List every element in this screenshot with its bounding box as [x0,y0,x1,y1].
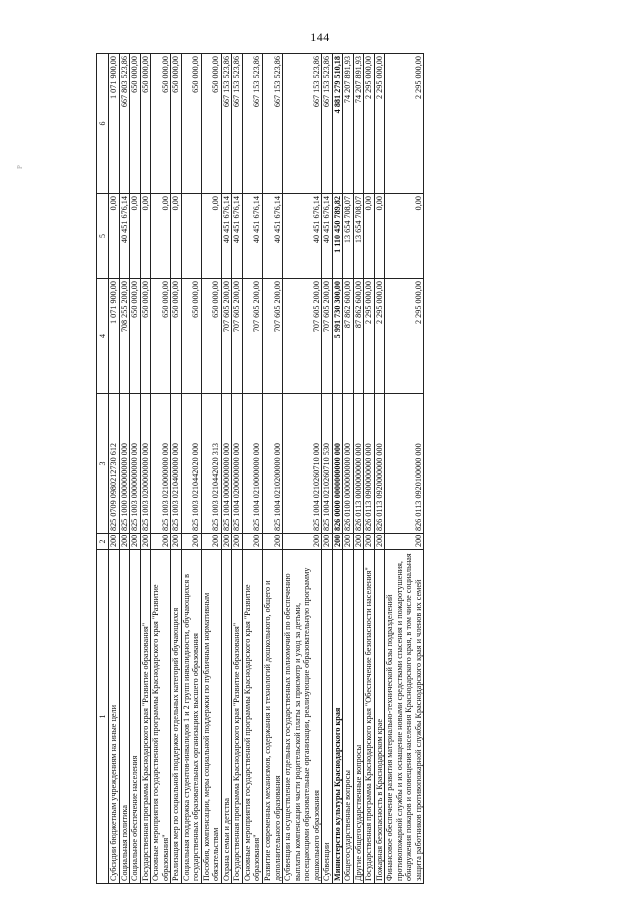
row-name-cell: Социальная поддержка студентов-инвалидов 1 и 2 групп инвалидности, обучающихся в государственных образовательных организациях высшего образования [181,550,201,884]
stray-mark: P [15,165,24,169]
row-line-code-cell: 200 [242,534,262,550]
row-unexecuted-cell: 667 153 523,86 [283,54,322,194]
row-approved-cell: 5 991 730 300,00 [332,279,343,394]
row-budget-code-cell: 826 0113 0000000000 000 [353,394,364,534]
row-unexecuted-cell: 74 207 891,93 [353,54,364,194]
row-line-code-cell: 200 [263,534,283,550]
row-budget-code-cell: 825 1004 0210200000 000 [263,394,283,534]
row-line-code-cell: 200 [119,534,130,550]
row-executed-cell: 0,00 [151,194,171,279]
row-unexecuted-cell: 2 295 000,00 [385,54,424,194]
row-line-code-cell: 200 [181,534,201,550]
header-col-5: 5 [97,194,109,279]
row-name-cell: Субсидии бюджетным учреждениям на иные цели [109,550,120,884]
row-executed-cell: 13 654 708,07 [353,194,364,279]
row-name-cell: Государственная программа Краснодарского края "Обеспечение безопасности населения" [364,550,375,884]
header-col-4: 4 [97,279,109,394]
row-executed-cell: 1 110 450 789,82 [332,194,343,279]
row-line-code-cell: 200 [374,534,385,550]
row-name-cell: Государственная программа Краснодарского края "Развитие образования" [232,550,243,884]
row-approved-cell: 87 862 600,00 [353,279,364,394]
row-line-code-cell: 200 [385,534,424,550]
row-approved-cell: 707 605 200,00 [263,279,283,394]
row-unexecuted-cell: 1 071 900,00 [109,54,120,194]
row-line-code-cell: 200 [130,534,141,550]
row-name-cell: Социальная политика [119,550,130,884]
row-executed-cell: 0,00 [140,194,151,279]
row-approved-cell: 650 000,00 [181,279,201,394]
row-line-code-cell: 200 [151,534,171,550]
row-budget-code-cell: 826 0113 0920100000 000 [385,394,424,534]
row-budget-code-cell: 825 1004 0200000000 000 [232,394,243,534]
table-row [140,54,151,884]
row-executed-cell: 40 451 676,14 [119,194,130,279]
row-name-cell: Финансовое обеспечение развития материально-технической базы подразделений противопожарной службы и их оснащение новыми средствами спасения и пожаротушения, обнаружения пожаров и оповещения населения Краснодарского края, в том числе социальная защита работников противопожарной службы Краснодарского края и членов их семей [385,550,424,884]
header-col-1: 1 [97,550,109,884]
row-unexecuted-cell: 650 000,00 [171,54,182,194]
row-budget-code-cell: 825 1003 0210000000 000 [151,394,171,534]
row-budget-code-cell: 826 0100 0000000000 000 [343,394,354,534]
table-row [353,54,364,884]
row-approved-cell: 650 000,00 [171,279,182,394]
row-executed-cell: 40 451 676,14 [263,194,283,279]
row-name-cell: Другие общегосударственные вопросы [353,550,364,884]
table-header-row [97,54,109,884]
row-executed-cell: 0,00 [109,194,120,279]
row-name-cell: Пособия, компенсации, меры социальной поддержки по публичным нормативным обязательствам [201,550,221,884]
row-budget-code-cell: 825 1004 0210260710 000 [283,394,322,534]
row-name-cell: Общегосударственные вопросы [343,550,354,884]
row-approved-cell: 650 000,00 [130,279,141,394]
row-approved-cell: 707 605 200,00 [283,279,322,394]
row-unexecuted-cell: 667 153 523,86 [221,54,232,194]
table-row [201,54,221,884]
table-row [109,54,120,884]
table-row [130,54,141,884]
row-name-cell: Пожарная безопасность в Краснодарском крае [374,550,385,884]
table-row [385,54,424,884]
row-unexecuted-cell: 650 000,00 [140,54,151,194]
row-line-code-cell: 200 [171,534,182,550]
row-approved-cell: 2 295 000,00 [385,279,424,394]
row-name-cell: Развитие современных механизмов, содержания и технологий дошкольного, общего и дополнительного образования [263,550,283,884]
row-budget-code-cell: 825 1003 0210442020 000 [181,394,201,534]
row-executed-cell: 40 451 676,14 [322,194,333,279]
row-approved-cell: 87 862 600,00 [343,279,354,394]
rotated-table-inner [96,54,526,884]
table-row [151,54,171,884]
table-row [322,54,333,884]
row-approved-cell: 2 295 000,00 [374,279,385,394]
row-executed-cell: 0,00 [171,194,182,279]
row-approved-cell: 707 605 200,00 [242,279,262,394]
row-executed-cell: 40 451 676,14 [242,194,262,279]
row-budget-code-cell: 825 1004 0210260710 530 [322,394,333,534]
table-row [263,54,283,884]
row-name-cell: Основные мероприятия государственной программы Краснодарского края "Развитие образования" [151,550,171,884]
row-budget-code-cell: 825 0709 0980212730 612 [109,394,120,534]
row-executed-cell: 0,00 [385,194,424,279]
row-line-code-cell: 200 [364,534,375,550]
table-row [232,54,243,884]
row-approved-cell: 707 605 200,00 [221,279,232,394]
row-executed-cell: 40 451 676,14 [283,194,322,279]
row-name-cell: Основные мероприятия государственной программы Краснодарского края "Развитие образования" [242,550,262,884]
row-budget-code-cell: 826 0113 0920000000 000 [374,394,385,534]
row-unexecuted-cell: 650 000,00 [130,54,141,194]
row-unexecuted-cell: 650 000,00 [151,54,171,194]
row-unexecuted-cell: 4 881 279 510,18 [332,54,343,194]
row-unexecuted-cell: 667 153 523,86 [263,54,283,194]
row-approved-cell: 707 605 200,00 [232,279,243,394]
row-name-cell: Субвенции [322,550,333,884]
row-name-cell: Государственная программа Краснодарского края "Развитие образования" [140,550,151,884]
table-row [364,54,375,884]
table-row [332,54,343,884]
row-budget-code-cell: 825 1003 0000000000 000 [130,394,141,534]
row-unexecuted-cell: 667 153 523,86 [322,54,333,194]
table-row [343,54,354,884]
row-line-code-cell: 200 [322,534,333,550]
row-name-cell: Министерство культуры Краснодарского края [332,550,343,884]
row-unexecuted-cell: 2 295 000,00 [364,54,375,194]
row-executed-cell: 0,00 [364,194,375,279]
row-budget-code-cell: 826 0000 0000000000 000 [332,394,343,534]
row-approved-cell: 1 071 900,00 [109,279,120,394]
row-executed-cell: 40 451 676,14 [221,194,232,279]
row-budget-code-cell: 825 1003 0210400000 000 [171,394,182,534]
row-name-cell: Реализация мер по социальной поддержке отдельных категорий обучающихся [171,550,182,884]
row-budget-code-cell: 825 1004 0210000000 000 [242,394,262,534]
table-row [171,54,182,884]
row-approved-cell: 650 000,00 [151,279,171,394]
header-col-6: 6 [97,54,109,194]
row-line-code-cell: 200 [332,534,343,550]
row-budget-code-cell: 825 1003 0200000000 000 [140,394,151,534]
row-line-code-cell: 200 [283,534,322,550]
row-line-code-cell: 200 [343,534,354,550]
row-approved-cell: 707 605 200,00 [322,279,333,394]
header-col-3: 3 [97,394,109,534]
row-unexecuted-cell: 667 153 523,86 [242,54,262,194]
row-approved-cell: 708 255 200,00 [119,279,130,394]
row-unexecuted-cell: 2 295 000,00 [374,54,385,194]
table-row [374,54,385,884]
table-row [242,54,262,884]
row-line-code-cell: 200 [232,534,243,550]
row-unexecuted-cell: 650 000,00 [201,54,221,194]
table-row [283,54,322,884]
row-unexecuted-cell: 650 000,00 [181,54,201,194]
table-body [109,54,424,884]
row-unexecuted-cell: 74 207 891,93 [343,54,354,194]
row-executed-cell: 0,00 [374,194,385,279]
row-executed-cell: 0,00 [201,194,221,279]
table-row [221,54,232,884]
row-budget-code-cell: 826 0113 0900000000 000 [364,394,375,534]
budget-table [96,53,424,884]
row-executed-cell: 0,00 [130,194,141,279]
row-name-cell: Охрана семьи и детства [221,550,232,884]
table-row [181,54,201,884]
row-approved-cell: 650 000,00 [140,279,151,394]
row-name-cell: Субвенции на осуществление отдельных государственных полномочий по обеспечению выплаты компенсации части родительской платы за присмотр и уход за детьми, посещающими образовательные организации, реализующие образовательную программу дошкольного образования [283,550,322,884]
row-budget-code-cell: 825 1000 0000000000 000 [119,394,130,534]
row-line-code-cell: 200 [221,534,232,550]
row-name-cell: Социальное обеспечение населения [130,550,141,884]
row-approved-cell: 650 000,00 [201,279,221,394]
row-executed-cell [181,194,201,279]
row-line-code-cell: 200 [353,534,364,550]
row-executed-cell: 40 451 676,14 [232,194,243,279]
table-row [119,54,130,884]
row-unexecuted-cell: 667 153 523,86 [232,54,243,194]
row-approved-cell: 2 295 000,00 [364,279,375,394]
row-budget-code-cell: 825 1003 0210442020 313 [201,394,221,534]
row-executed-cell: 13 654 708,07 [343,194,354,279]
row-line-code-cell: 200 [109,534,120,550]
header-col-2: 2 [97,534,109,550]
page-number: 144 [310,30,330,44]
row-line-code-cell: 200 [140,534,151,550]
row-line-code-cell: 200 [201,534,221,550]
rotated-table-area [96,54,526,884]
row-budget-code-cell: 825 1004 0000000000 000 [221,394,232,534]
row-unexecuted-cell: 667 803 523,86 [119,54,130,194]
